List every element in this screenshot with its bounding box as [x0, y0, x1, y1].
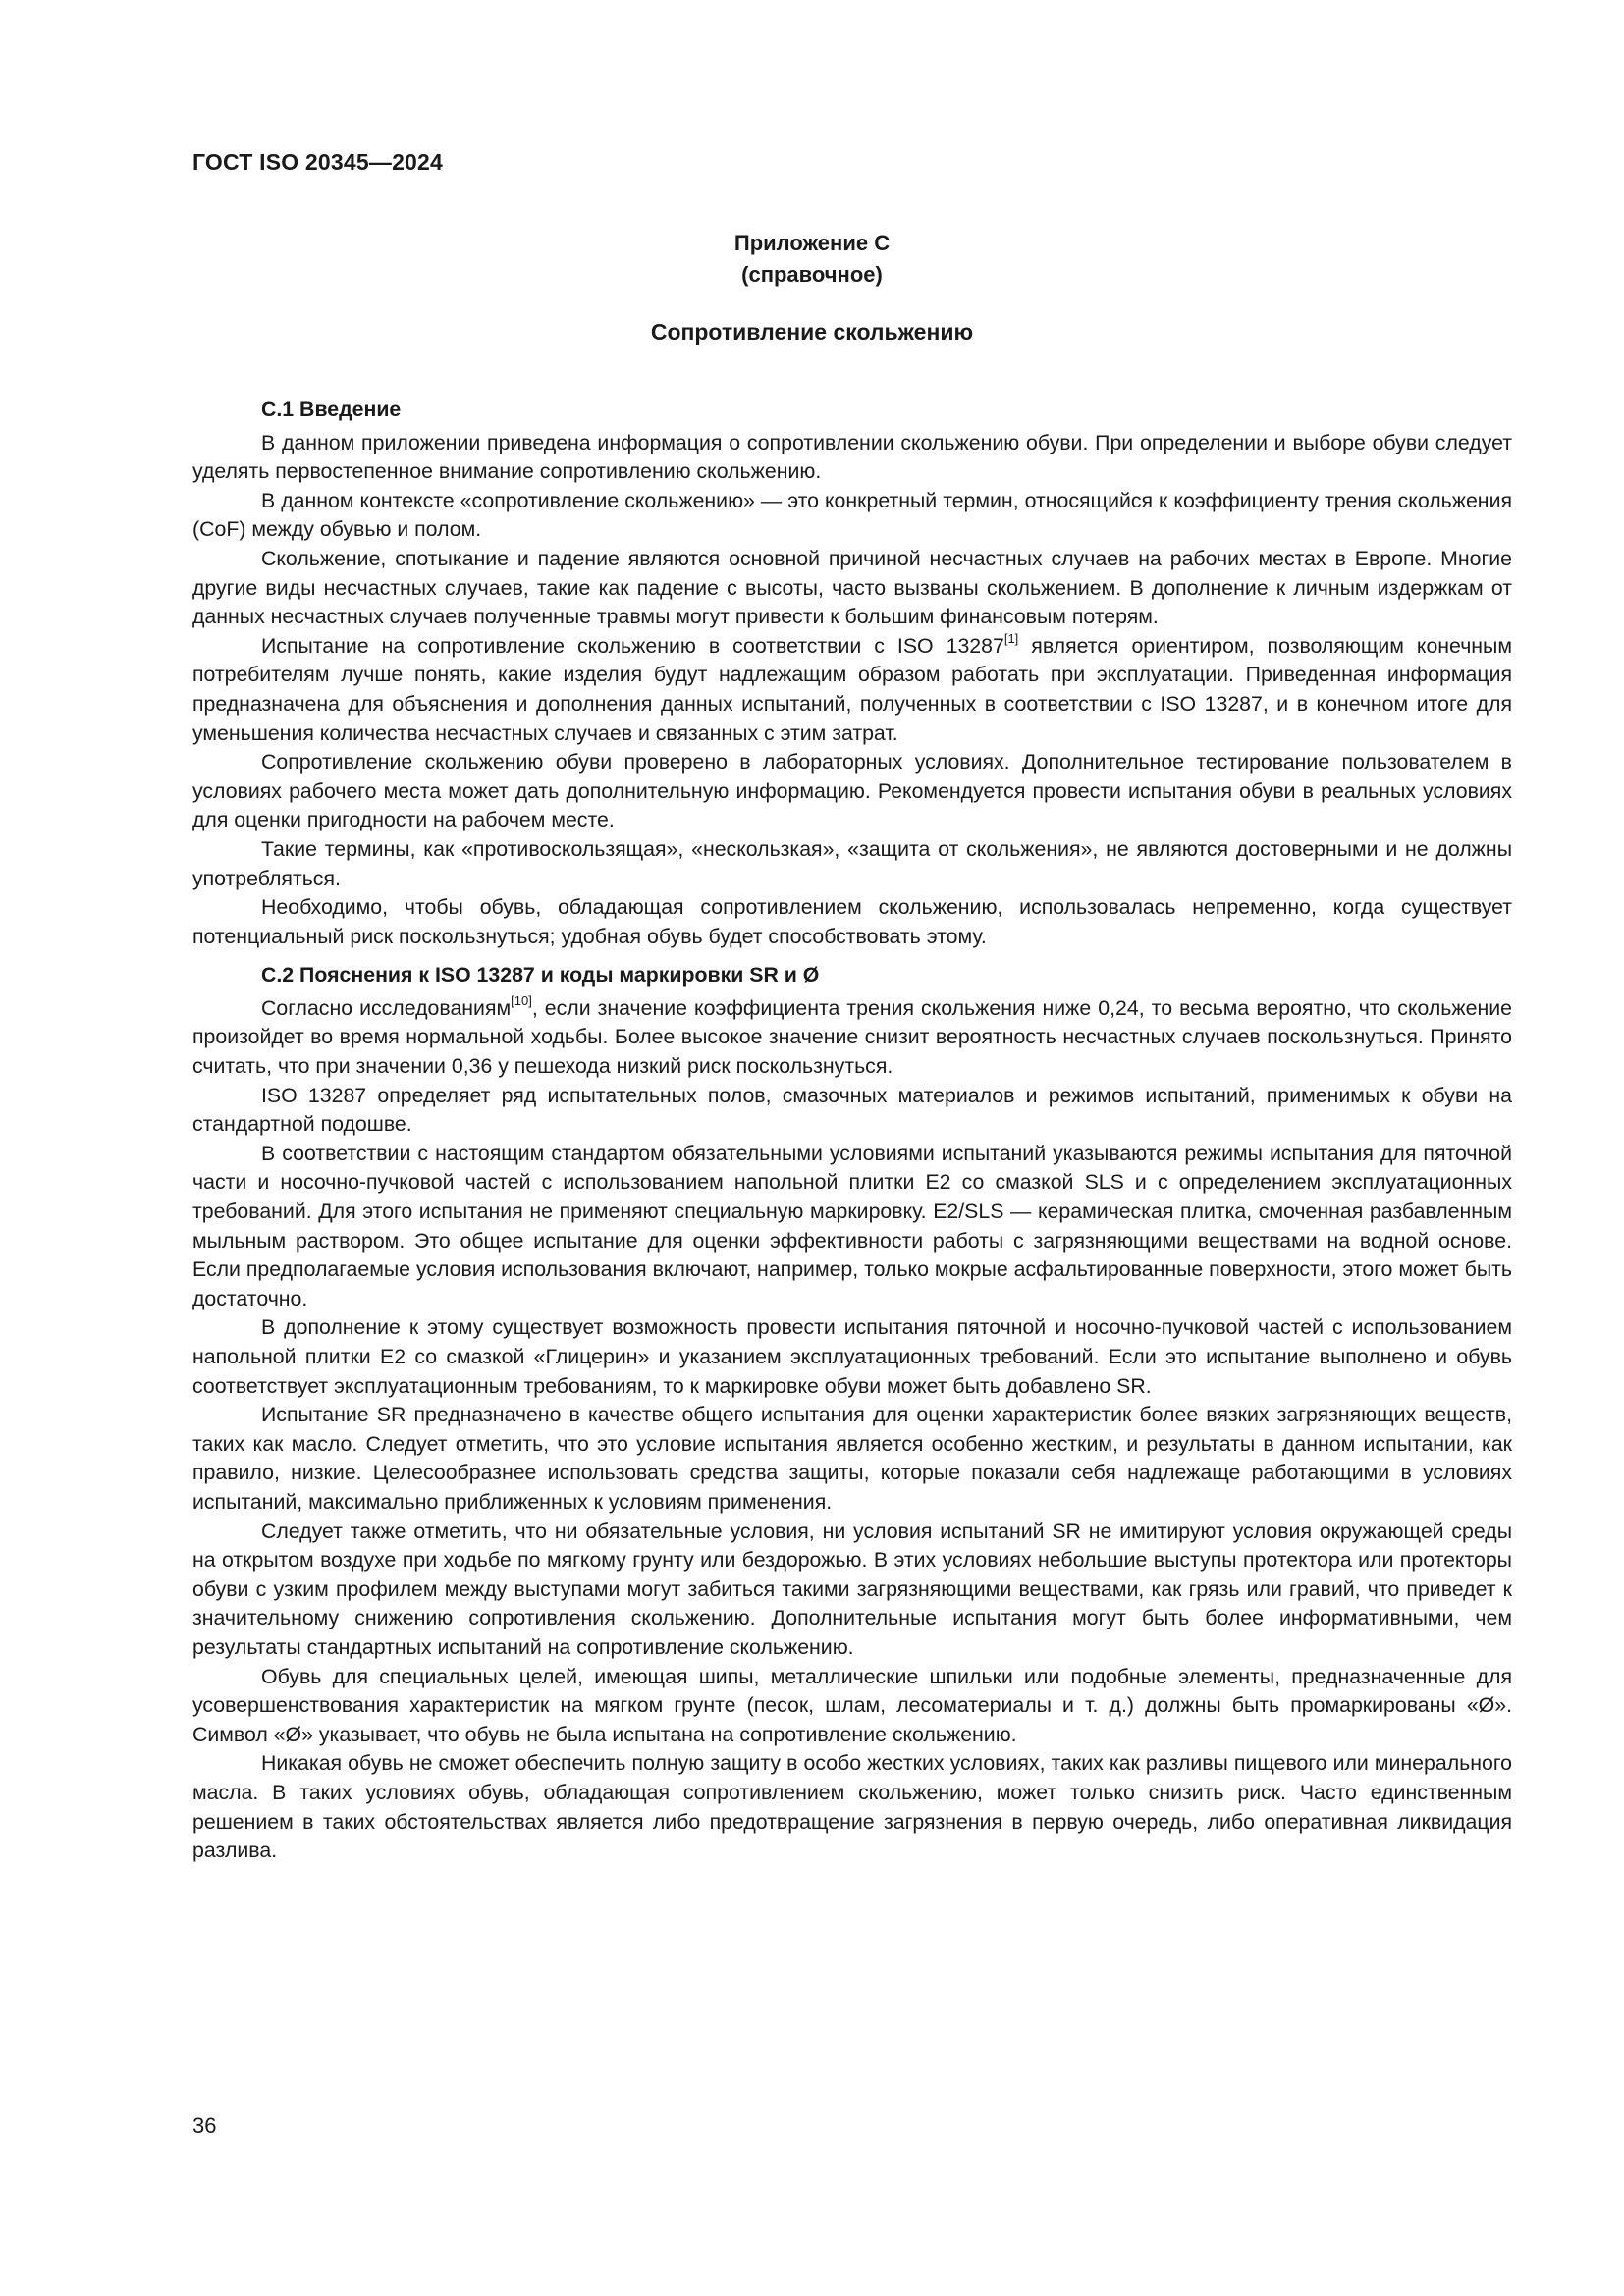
paragraph-text: Согласно исследованиям: [261, 995, 512, 1020]
section-heading-c2: С.2 Пояснения к ISO 13287 и коды маркировки SR и Ø: [261, 963, 820, 988]
paragraph: Испытание SR предназначено в качестве общего испытания для оценки характеристик более вязких загрязняющих веществ, таких как масло. Следует отметить, что это условие испытания является особенно жестким, и результаты в данном испытании, как правило, низкие. Целесообразнее использовать средства защиты, которые показали себя надлежаще работающими в условиях испытаний, максимально приближенных к условиям применения.: [192, 1403, 1512, 1514]
paragraph: Необходимо, чтобы обувь, обладающая сопротивлением скольжению, использовалась непременно, когда существует потенциальный риск поскользнуться; удобная обувь будет способствовать этому.: [192, 895, 1512, 948]
paragraph-text: Испытание на сопротивление скольжению в соответствии с ISO 13287: [261, 633, 1004, 658]
appendix-type: (справочное): [741, 262, 883, 287]
paragraph: В соответствии с настоящим стандартом обязательными условиями испытаний указываются режимы испытания для пяточной части и носочно-пучковой частей с использованием напольной плитки E2 со смазкой SLS и с определением эксплуатационных требований. Для этого испытания не применяют специальную маркировку. E2/SLS — керамическая плитка, смоченная разбавленным мыльным раствором. Это общее испытание для оценки эффективности работы с загрязняющими веществами на водной основе. Если предполагаемые условия использования включают, например, только мокрые асфальтированные поверхности, этого может быть достаточно.: [192, 1141, 1512, 1310]
paragraph: Сопротивление скольжению обуви проверено в лабораторных условиях. Дополнительное тестирование пользователем в условиях рабочего места может дать дополнительную информацию. Рекомендуется провести испытания обуви в реальных условиях для оценки пригодности на рабочем месте.: [192, 750, 1512, 832]
paragraph: Следует также отметить, что ни обязательные условия, ни условия испытаний SR не имитируют условия окружающей среды на открытом воздухе при ходьбе по мягкому грунту или бездорожью. В этих условиях небольшие выступы протектора или протекторы обуви с узким профилем между выступами могут забиться такими загрязняющими веществами, как грязь или гравий, что приведет к значительному снижению сопротивления скольжению. Дополнительные испытания могут быть более информативными, чем результаты стандартных испытаний на сопротивление скольжению.: [192, 1519, 1512, 1659]
page-number: 36: [192, 2113, 217, 2138]
section-heading-c1: С.1 Введение: [261, 398, 402, 421]
appendix-name: Сопротивление скольжению: [650, 319, 974, 345]
paragraph: В данном приложении приведена информация о сопротивлении скольжению обуви. При определении и выборе обуви следует уделять первостепенное внимание сопротивлению скольжению.: [192, 430, 1512, 484]
appendix-title-block: [0, 228, 1624, 291]
paragraph: В данном контексте «сопротивление скольжению» — это конкретный термин, относящийся к коэффициенту трения скольжения (CoF) между обувью и полом.: [192, 488, 1512, 542]
paragraph: В дополнение к этому существует возможность провести испытания пяточной и носочно-пучковой частей с использованием напольной плитки E2 со смазкой «Глицерин» и указанием эксплуатационных требований. Если это испытание выполнено и обувь соответствует эксплуатационным требованиям, то к маркировке обуви может быть добавлено SR.: [192, 1315, 1512, 1398]
paragraph: Обувь для специальных целей, имеющая шипы, металлические шпильки или подобные элементы, предназначенные для усовершенствования характеристик на мягком грунте (песок, шлам, лесоматериалы и т. д.) должны быть промаркированы «Ø». Символ «Ø» указывает, что обувь не была испытана на сопротивление скольжению.: [192, 1664, 1512, 1746]
appendix-title: Приложение С: [733, 231, 891, 255]
bibliography-reference: [10]: [511, 992, 532, 1008]
paragraph: Никакая обувь не сможет обеспечить полную защиту в особо жестких условиях, таких как разливы пищевого или минерального масла. В таких условиях обувь, обладающая сопротивлением скольжению, может только снизить риск. Часто единственным решением в таких обстоятельствах является либо предотвращение загрязнения в первую очередь, либо оперативная ликвидация разлива.: [192, 1751, 1512, 1863]
paragraph-text: является ориентиром, позволяющим конечным потребителям лучше понять, какие изделия будут надлежащим образом работать при эксплуатации. Приведенная информация предназначена для объяснения и дополнения данных испытаний, полученных в соответствии с ISO 13287, и в конечном итоге для уменьшения количества несчастных случаев и связанных с этим затрат.: [192, 633, 1513, 745]
paragraph-text: , если значение коэффициента трения скольжения ниже 0,24, то весьма вероятно, что скольжение произойдет во время нормальной ходьбы. Более высокое значение снизит вероятность несчастных случаев поскользнуться. Принято считать, что при значении 0,36 у пешехода низкий риск поскользнуться.: [192, 995, 1512, 1079]
document-body: [192, 396, 1512, 1866]
paragraph: Скольжение, спотыкание и падение являются основной причиной несчастных случаев на рабочих местах в Европе. Многие другие виды несчастных случаев, такие как падение с высоты, часто вызваны скольжением. В дополнение к личным издержкам от данных несчастных случаев полученные травмы могут привести к большим финансовым потерям.: [192, 546, 1512, 629]
paragraph: ISO 13287 определяет ряд испытательных полов, смазочных материалов и режимов испытаний, применимых к обуви на стандартной подошве.: [192, 1083, 1512, 1137]
paragraph-with-reference: [192, 632, 1512, 748]
bibliography-reference: [1]: [1003, 630, 1019, 646]
paragraph: Такие термины, как «противоскользящая», «нескользкая», «защита от скольжения», не являются достоверными и не должны употребляться.: [192, 836, 1512, 890]
document-standard-header: ГОСТ ISO 20345—2024: [192, 149, 444, 175]
paragraph-with-reference: [192, 994, 1512, 1082]
